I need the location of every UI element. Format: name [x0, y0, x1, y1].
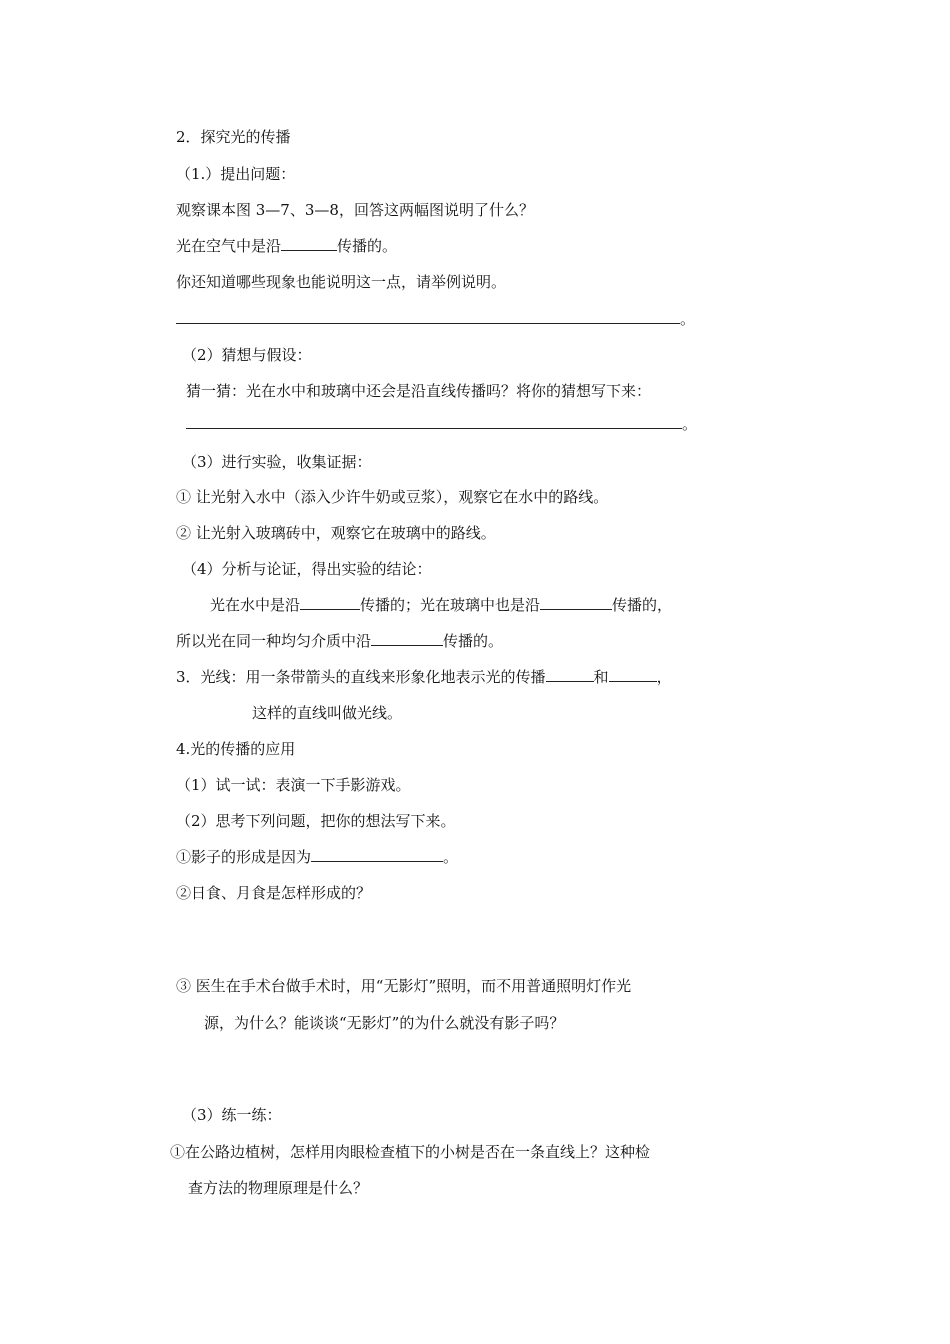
question-shadowless-lamp-1: ③ 医生在手术台做手术时，用“无影灯”照明，而不用普通照明灯作光 — [176, 977, 632, 995]
conclusion-line-1 — [210, 595, 672, 615]
blank-glass[interactable] — [540, 595, 612, 610]
part-3: （3）练一练： — [182, 1106, 282, 1124]
section-2-heading: 2．探究光的传播 — [176, 128, 291, 146]
part-2: （2）思考下列问题，把你的想法写下来。 — [176, 812, 456, 830]
section-4-heading: 4.光的传播的应用 — [176, 740, 296, 758]
conclusion-2-pre: 所以光在同一种均匀介质中沿 — [176, 632, 372, 650]
conclusion-line-2 — [176, 631, 503, 651]
blank-medium[interactable] — [371, 631, 443, 646]
blank-path[interactable] — [546, 667, 594, 682]
q1-text: 观察课本图 3—7、3—8，回答这两幅图说明了什么？ — [176, 201, 534, 219]
blank-example[interactable] — [176, 309, 680, 324]
conclusion-1-mid: 传播的；光在玻璃中也是沿 — [360, 596, 541, 614]
conclusion-1-post: 传播的， — [612, 596, 673, 614]
fill-air-line — [176, 236, 397, 256]
question-eclipse: ②日食、月食是怎样形成的？ — [176, 884, 372, 902]
section-3-line-1 — [176, 667, 672, 687]
ask-example: 你还知道哪些现象也能说明这一点，请举例说明。 — [176, 273, 507, 291]
ray-definition-post: ， — [656, 668, 672, 686]
guess-answer-line — [186, 414, 697, 434]
question-shadow — [176, 847, 458, 867]
conclusion-1-pre: 光在水中是沿 — [210, 596, 301, 614]
example-answer-line — [176, 309, 695, 329]
question-shadowless-lamp-2: 源，为什么？能谈谈“无影灯”的为什么就没有影子吗？ — [204, 1014, 565, 1032]
q2-text: 猜一猜：光在水中和玻璃中还会是沿直线传播吗？将你的猜想写下来： — [186, 382, 652, 400]
guess-period: 。 — [682, 415, 698, 433]
q2-label: （2）猜想与假设： — [182, 346, 312, 364]
question-shadow-pre: ①影子的形成是因为 — [176, 848, 312, 866]
part-1: （1）试一试：表演一下手影游戏。 — [176, 776, 411, 794]
section-3-line-2: 这样的直线叫做光线。 — [252, 704, 403, 722]
experiment-1: ① 让光射入水中（添入少许牛奶或豆浆），观察它在水中的路线。 — [176, 488, 609, 506]
ray-definition-mid: 和 — [593, 668, 609, 686]
fill-air-pre: 光在空气中是沿 — [176, 237, 282, 255]
blank-direction[interactable] — [609, 667, 657, 682]
blank-shadow[interactable] — [311, 847, 443, 862]
fill-air-post: 传播的。 — [337, 237, 398, 255]
experiment-2: ② 让光射入玻璃砖中，观察它在玻璃中的路线。 — [176, 524, 496, 542]
question-shadow-post: 。 — [443, 848, 459, 866]
exercise-1-line-1: ①在公路边植树，怎样用肉眼检查植下的小树是否在一条直线上？这种检 — [170, 1143, 651, 1161]
exercise-1-line-2: 查方法的物理原理是什么？ — [188, 1179, 369, 1197]
q4-label: （4）分析与论证，得出实验的结论： — [182, 560, 432, 578]
conclusion-2-post: 传播的。 — [443, 632, 504, 650]
q3-label: （3）进行实验，收集证据： — [182, 453, 372, 471]
q1-label: （1.）提出问题： — [176, 165, 296, 183]
blank-guess[interactable] — [186, 414, 682, 429]
blank-water[interactable] — [300, 595, 360, 610]
example-period: 。 — [680, 310, 696, 328]
ray-definition-pre: 3．光线：用一条带箭头的直线来形象化地表示光的传播 — [176, 668, 546, 686]
blank-air[interactable] — [281, 236, 337, 251]
